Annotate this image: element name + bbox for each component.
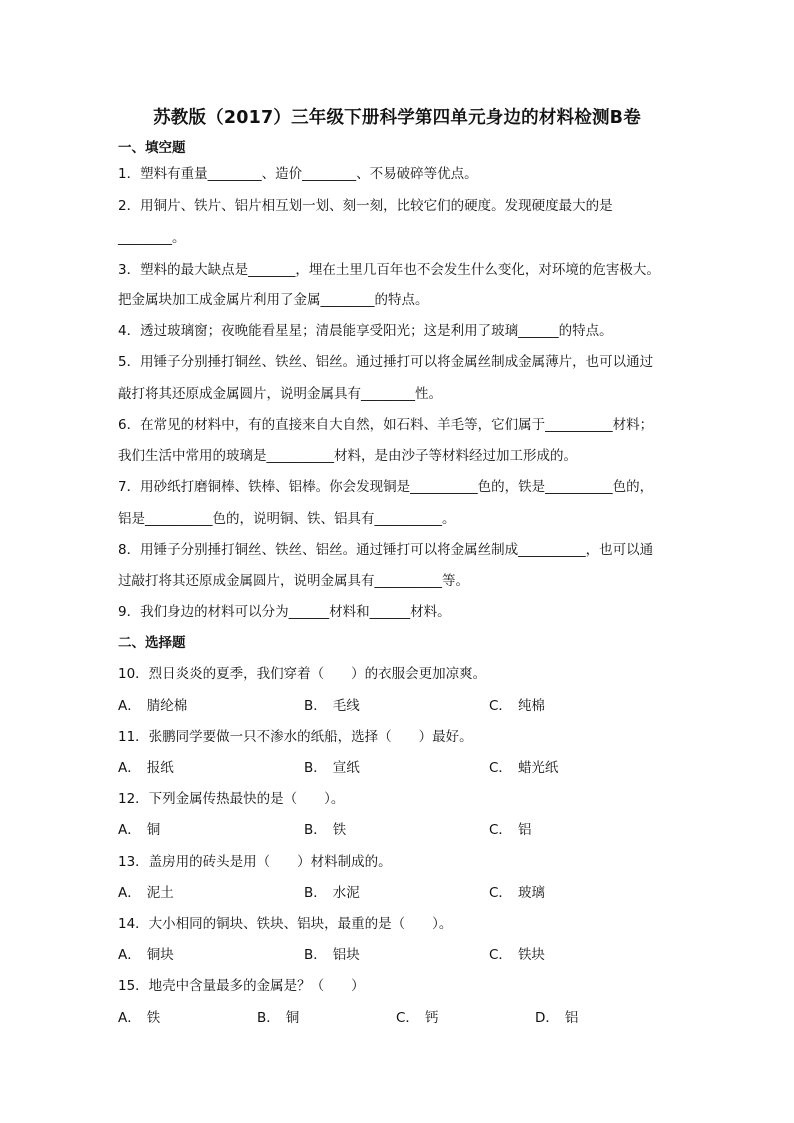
option-text: 毛线 bbox=[332, 698, 360, 714]
option-text: 铁 bbox=[146, 1010, 161, 1026]
option-letter: C． bbox=[396, 1010, 419, 1026]
option-letter: B． bbox=[257, 1010, 280, 1026]
option-letter: C． bbox=[489, 760, 512, 776]
question-10-option-c bbox=[489, 697, 545, 715]
option-letter: B． bbox=[304, 885, 327, 901]
option-letter: B． bbox=[304, 947, 327, 963]
question-12-option-c bbox=[489, 821, 531, 839]
question-2-line-1: 2．用铜片、铁片、铝片相互划一划、刻一刻，比较它们的硬度。发现硬度最大的是 bbox=[118, 198, 613, 214]
option-letter: C． bbox=[489, 885, 512, 901]
question-7-line-2: 铝是__________色的，说明铜、铁、铝具有__________。 bbox=[118, 511, 456, 527]
option-text: 报纸 bbox=[146, 760, 174, 776]
option-text: 铜块 bbox=[146, 947, 174, 963]
question-2-line-2: ________。 bbox=[118, 230, 186, 246]
question-5-line-1: 5．用锤子分别捶打铜丝、铁丝、铝丝。通过捶打可以将金属丝制成金属薄片，也可以通过 bbox=[118, 354, 654, 370]
question-10-option-a bbox=[118, 697, 187, 715]
question-15-option-d bbox=[535, 1009, 578, 1027]
option-text: 铝 bbox=[564, 1010, 579, 1026]
option-text: 玻璃 bbox=[517, 885, 545, 901]
option-letter: B． bbox=[304, 760, 327, 776]
question-12-option-b bbox=[304, 821, 346, 839]
option-text: 泥土 bbox=[146, 885, 174, 901]
question-15-option-c bbox=[396, 1009, 438, 1027]
question-3-line-2: 把金属块加工成金属片利用了金属________的特点。 bbox=[118, 292, 429, 308]
question-14-option-b bbox=[304, 946, 360, 964]
option-letter: A． bbox=[118, 698, 141, 714]
question-13-stem: 13．盖房用的砖头是用（ ）材料制成的。 bbox=[118, 854, 392, 870]
option-text: 纯棉 bbox=[517, 698, 545, 714]
question-15-option-a bbox=[118, 1009, 160, 1027]
question-8-line-2: 过敲打将其还原成金属圆片，说明金属具有__________等。 bbox=[118, 573, 469, 589]
option-text: 铜 bbox=[146, 822, 161, 838]
question-7-line-1: 7．用砂纸打磨铜棒、铁棒、铝棒。你会发现铜是__________色的，铁是__________色的， bbox=[118, 479, 654, 495]
option-text: 水泥 bbox=[332, 885, 360, 901]
option-letter: D． bbox=[535, 1010, 559, 1026]
option-text: 铁 bbox=[332, 822, 347, 838]
option-text: 腈纶棉 bbox=[146, 698, 188, 714]
question-3-line-1: 3．塑料的最大缺点是_______，埋在土里几百年也不会发生什么变化，对环境的危害极大。 bbox=[118, 262, 660, 278]
question-14-stem: 14．大小相同的铜块、铁块、铝块，最重的是（ ）。 bbox=[118, 916, 453, 932]
question-11-option-b bbox=[304, 759, 360, 777]
question-9: 9．我们身边的材料可以分为______材料和______材料。 bbox=[118, 604, 451, 620]
question-13-option-c bbox=[489, 884, 545, 902]
option-letter: A． bbox=[118, 947, 141, 963]
question-5-line-2: 敲打将其还原成金属圆片，说明金属具有________性。 bbox=[118, 386, 442, 402]
question-13-option-b bbox=[304, 884, 360, 902]
question-14-option-c bbox=[489, 946, 545, 964]
question-1: 1．塑料有重量________、造价________、不易破碎等优点。 bbox=[118, 166, 478, 182]
question-10-option-b bbox=[304, 697, 360, 715]
page-title: 苏教版（2017）三年级下册科学第四单元身边的材料检测B卷 bbox=[153, 108, 641, 128]
question-11-option-a bbox=[118, 759, 174, 777]
section-heading-fill-in: 一、填空题 bbox=[118, 140, 186, 156]
section-heading-choice: 二、选择题 bbox=[118, 635, 186, 651]
question-14-option-a bbox=[118, 946, 174, 964]
question-6-line-1: 6．在常见的材料中，有的直接来自大自然，如石料、羊毛等，它们属于__________材料； bbox=[118, 417, 654, 433]
option-letter: C． bbox=[489, 947, 512, 963]
question-8-line-1: 8．用锤子分别捶打铜丝、铁丝、铝丝。通过锤打可以将金属丝制成__________，也可以通 bbox=[118, 542, 654, 558]
question-15-stem: 15．地壳中含量最多的金属是？（ ） bbox=[118, 978, 365, 994]
option-text: 钙 bbox=[424, 1010, 439, 1026]
question-15-option-b bbox=[257, 1009, 299, 1027]
option-text: 宣纸 bbox=[332, 760, 360, 776]
question-11-option-c bbox=[489, 759, 558, 777]
question-12-option-a bbox=[118, 821, 160, 839]
option-letter: B． bbox=[304, 698, 327, 714]
option-letter: C． bbox=[489, 698, 512, 714]
option-letter: B． bbox=[304, 822, 327, 838]
option-letter: C． bbox=[489, 822, 512, 838]
question-13-option-a bbox=[118, 884, 174, 902]
option-text: 铝块 bbox=[332, 947, 360, 963]
option-letter: A． bbox=[118, 1010, 141, 1026]
question-10-stem: 10．烈日炎炎的夏季，我们穿着（ ）的衣服会更加凉爽。 bbox=[118, 666, 487, 682]
question-4: 4．透过玻璃窗；夜晚能看星星；清晨能享受阳光；这是利用了玻璃______的特点。 bbox=[118, 323, 613, 339]
question-6-line-2: 我们生活中常用的玻璃是__________材料，是由沙子等材料经过加工形成的。 bbox=[118, 448, 577, 464]
question-11-stem: 11．张鹏同学要做一只不渗水的纸船，选择（ ）最好。 bbox=[118, 729, 473, 745]
option-text: 铜 bbox=[285, 1010, 300, 1026]
option-letter: A． bbox=[118, 885, 141, 901]
option-letter: A． bbox=[118, 822, 141, 838]
option-letter: A． bbox=[118, 760, 141, 776]
option-text: 铁块 bbox=[517, 947, 545, 963]
option-text: 铝 bbox=[517, 822, 532, 838]
option-text: 蜡光纸 bbox=[517, 760, 559, 776]
question-12-stem: 12．下列金属传热最快的是（ ）。 bbox=[118, 791, 345, 807]
